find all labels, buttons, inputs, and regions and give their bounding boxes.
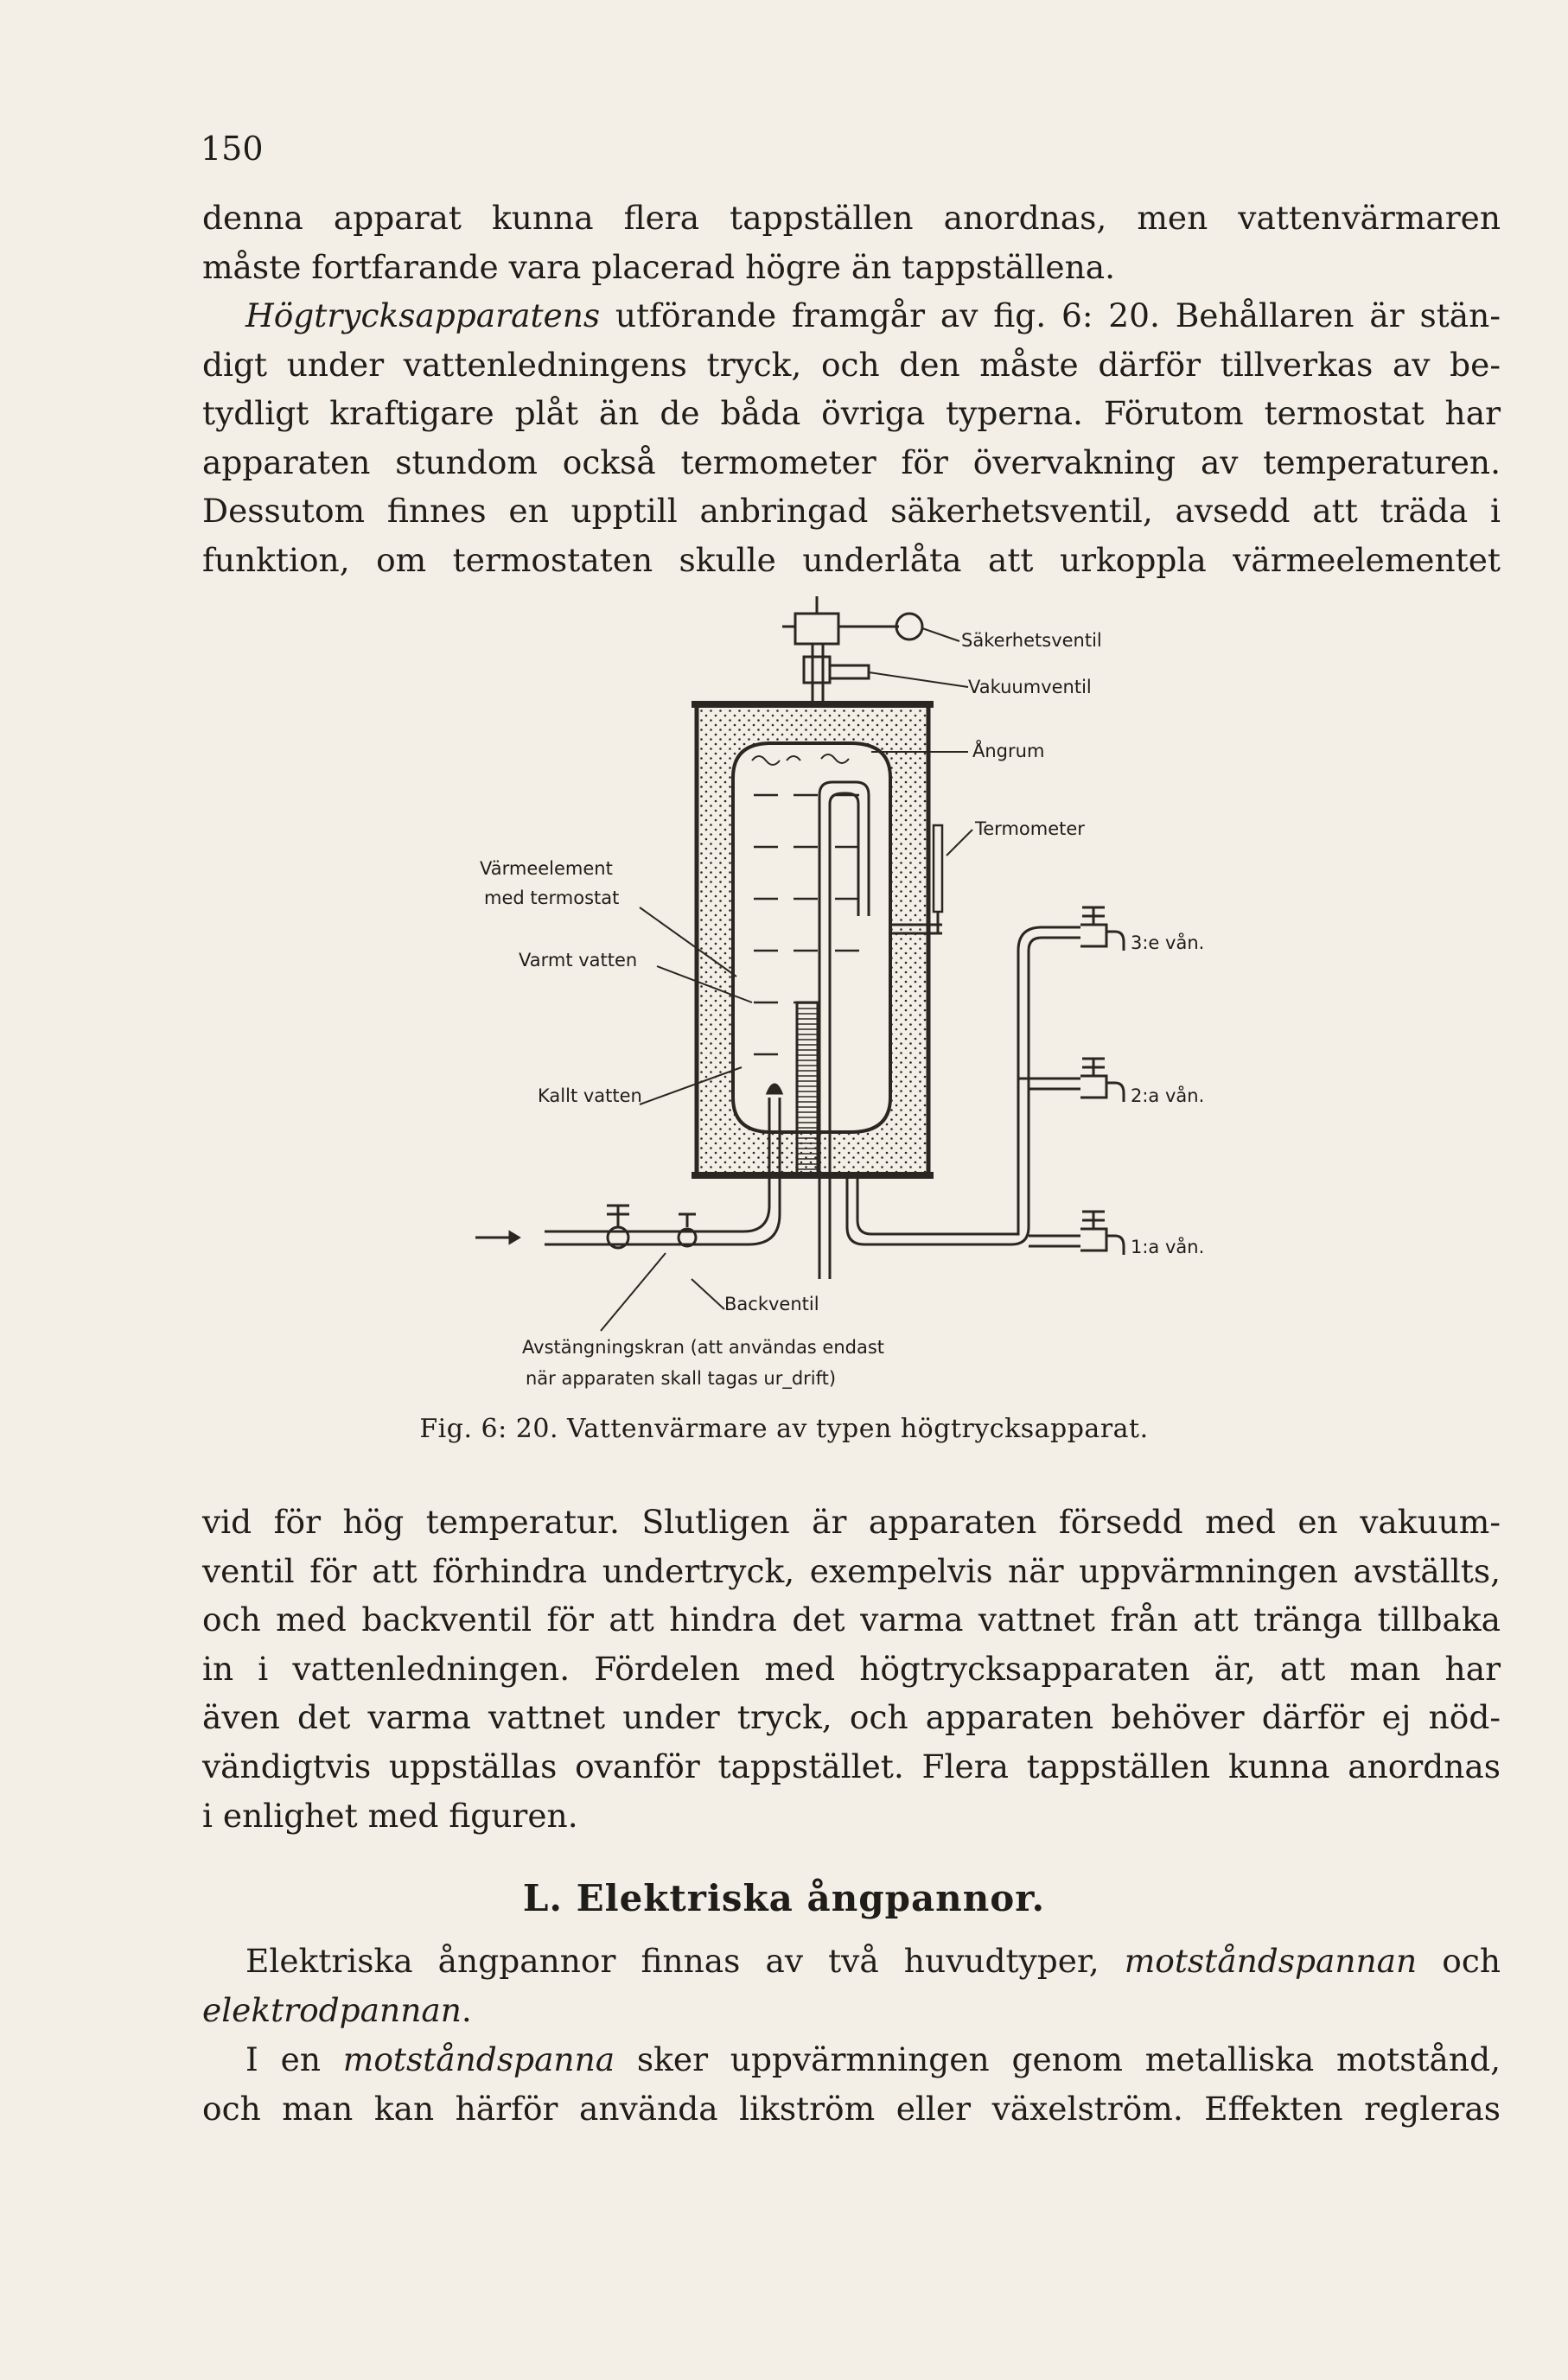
text-line: funktion, om termostaten skulle underlåta att urkoppla värmeelementet — [202, 540, 1501, 579]
label-thermometer: Termometer — [975, 818, 1085, 839]
text-line: denna apparat kunna flera tappställen anordnas, men vattenvärmaren — [202, 199, 1501, 237]
label-floor-1: 1:a vån. — [1131, 1237, 1205, 1257]
label-hot-water: Varmt vatten — [519, 950, 638, 970]
text-line: även det varma vattnet under tryck, och apparaten behöver därför ej nöd- — [202, 1698, 1501, 1737]
text-run: . — [461, 1990, 472, 2029]
label-floor-2: 2:a vån. — [1131, 1085, 1205, 1106]
text-line — [202, 2035, 1501, 2084]
emphasis: elektrodpannan — [202, 1990, 462, 2029]
text-line: apparaten stundom också termometer för övervakning av temperaturen. — [202, 442, 1501, 481]
text-line: in i vattenledningen. Fördelen med högtrycksapparaten är, att man har — [202, 1649, 1501, 1688]
label-floor-3: 3:e vån. — [1131, 932, 1205, 953]
paragraph-5 — [202, 2035, 1501, 2133]
text-line: och man kan härför använda likström eller växelström. Effekten regleras — [202, 2089, 1501, 2128]
text-line: och med backventil för att hindra det varma vattnet från att tränga tillbaka — [202, 1600, 1501, 1639]
text-run: Elektriska ångpannor finnas av två huvudtyper, — [245, 1942, 1125, 1980]
text-line — [202, 1937, 1501, 1986]
text-line: ventil för att förhindra undertryck, exempelvis när uppvärmningen avställts, — [202, 1551, 1501, 1590]
emphasis: Högtrycksapparatens — [245, 296, 601, 334]
paragraph-3 — [202, 1498, 1501, 1840]
tap-2nd — [1080, 1059, 1124, 1102]
safety-valve — [782, 596, 922, 704]
text-line: Dessutom finnes en upptill anbringad säkerhetsventil, avsedd att träda i — [202, 492, 1501, 531]
label-shutoff-line-1: Avstängningskran (att användas endast — [522, 1337, 885, 1358]
label-check-valve: Backventil — [724, 1294, 819, 1314]
label-cold-water: Kallt vatten — [538, 1085, 642, 1106]
label-shutoff-line-2: när apparaten skall tagas ur_drift) — [526, 1368, 837, 1389]
supply-line — [545, 1231, 700, 1244]
label-steam-space: Ångrum — [972, 741, 1045, 761]
tap-1st — [1080, 1212, 1124, 1255]
text-line: vid för hög temperatur. Slutligen är apparaten försedd med en vakuum- — [202, 1503, 1501, 1541]
label-vacuum-valve: Vakuumventil — [968, 677, 1092, 697]
shutoff-valve — [607, 1206, 629, 1248]
text-run: I en — [245, 2040, 343, 2078]
text-line: digt under vattenledningens tryck, och den måste därför tillverkas av be- — [202, 345, 1501, 384]
emphasis: motståndspannan — [1124, 1942, 1418, 1980]
tap-3rd — [1080, 907, 1124, 951]
page-number: 150 — [201, 130, 264, 168]
text-line: tydligt kraftigare plåt än de båda övriga typerna. Förutom termostat har — [202, 394, 1501, 433]
label-heating-element-thermostat: med termostat — [484, 888, 620, 908]
label-safety-valve: Säkerhetsventil — [961, 630, 1102, 651]
label-heating-element: Värmeelement — [480, 858, 613, 879]
text-line: måste fortfarande vara placerad högre än tappställena. — [202, 247, 1116, 286]
text-run: sker uppvärmningen genom metalliska motstånd, — [615, 2040, 1501, 2078]
paragraph-4 — [202, 1937, 1501, 2034]
text-line — [202, 1986, 1501, 2035]
emphasis: motståndspanna — [342, 2040, 615, 2078]
text-line: i enlighet med figuren. — [202, 1796, 578, 1835]
figure-caption: Fig. 6: 20. Vattenvärmare av typen högtrycksapparat. — [419, 1414, 1149, 1444]
section-heading: L. Elektriska ångpannor. — [522, 1877, 1046, 1919]
text-run: och — [1417, 1942, 1501, 1980]
check-valve — [679, 1214, 696, 1246]
heating-element — [797, 1002, 818, 1175]
text-run: utförande framgår av fig. 6: 20. Behållaren är stän- — [600, 296, 1501, 334]
text-line: vändigtvis uppställas ovanför tappstället. Flera tappställen kunna anordnas — [202, 1747, 1501, 1785]
